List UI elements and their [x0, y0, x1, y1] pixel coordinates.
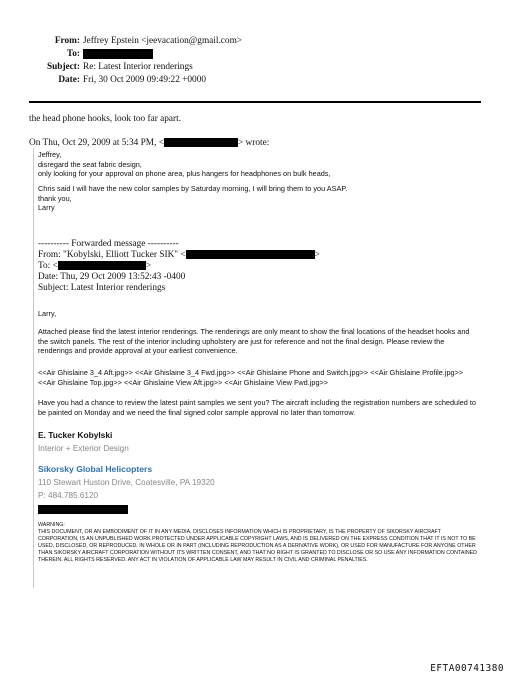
signature-company: Sikorsky Global Helicopters	[38, 464, 153, 474]
date-label: Date:	[58, 75, 80, 85]
subject-label: Subject:	[46, 62, 80, 72]
forward-from-prefix: From: "Kobylski, Elliott Tucker SIK" <	[38, 250, 186, 260]
header-to-row	[0, 48, 153, 61]
forward-to-prefix: To: <	[38, 261, 58, 271]
signature-phone: P: 484.785.6120	[38, 491, 99, 500]
redaction-to	[83, 49, 153, 59]
from-value: Jeffrey Epstein <jeevacation@gmail.com>	[83, 36, 243, 46]
redaction-sender	[164, 138, 238, 147]
bates-number: EFTA00741380	[430, 663, 504, 674]
larry-line: thank you,	[38, 193, 72, 203]
header-subject-row	[0, 61, 193, 74]
tucker-attachments: <<Air Ghislaine 3_4 Aft.jpg>> <<Air Ghislaine 3_4 Fwd.jpg>> <<Air Ghislaine Phone and Switch.jpg>> <<Air Ghislaine Profile.jpg>> <<Air Ghislaine Top.jpg>> <<Air Ghislaine View Aft.jpg>> <<Air Ghislaine View Fwd.jpg>>	[38, 368, 464, 387]
forward-date: Date: Thu, 29 Oct 2009 13:52:43 -0400	[38, 272, 186, 282]
warning-text: THIS DOCUMENT, OR AN EMBODIMENT OF IT IN ANY MEDIA, DISCLOSES INFORMATION WHICH IS PROPRIETARY, IS THE PROPERTY OF SIKORSKY AIRCRAFT CORPORATION, IS AN UNPUBLISHED WORK PROTECTED UNDER APPLICABLE COPYRIGHT LAWS, AND IS DELIVERED ON THE EXPRESS CONDITION THAT IT IS NOT TO BE USED, DISCLOSED, OR REPRODUCED, IN WHOLE OR IN PART (INCLUDING REPRODUCTION AS A DERIVATIVE WORK), OR USED FOR MANUFACTURE FOR ANYONE OTHER THAN SIKORSKY AIRCRAFT CORPORATION WITHOUT ITS WRITTEN CONSENT, AND THAT NO RIGHT IS GRANTED TO DISCLOSE OR SO USE ANY INFORMATION CONTAINED THEREIN. ALL RIGHTS RESERVED. ANY ACT IN VIOLATION OF APPLICABLE LAW MAY RESULT IN CIVIL AND CRIMINAL PENALTIES.	[38, 529, 478, 563]
header-date-row	[0, 74, 206, 87]
quoted-message	[33, 148, 482, 588]
redaction-forward-to	[58, 261, 146, 270]
from-label: From:	[54, 36, 80, 46]
forward-separator: ---------- Forwarded message ----------	[38, 239, 179, 249]
tucker-greeting: Larry,	[38, 309, 57, 318]
quote-intro-prefix: On Thu, Oct 29, 2009 at 5:34 PM, <	[29, 138, 164, 148]
tucker-para-1: Attached please find the latest interior renderings. The renderings are only meant to show the final locations of the headset hooks and the switch panels. The rest of the interior including upholstery are just for reference and not the final design. Please review the renderings and provide approval at your earliest convenience.	[38, 327, 470, 356]
subject-value: Re: Latest Interior renderings	[83, 62, 193, 72]
quote-intro	[29, 138, 269, 148]
larry-line: Jeffrey,	[38, 150, 62, 159]
larry-line: Larry	[38, 203, 55, 213]
to-label: To:	[66, 49, 80, 59]
larry-line: disregard the seat fabric design,	[38, 159, 142, 169]
larry-line: only looking for your approval on phone area, plus hangers for headphones on bulk heads,	[38, 169, 331, 179]
date-value: Fri, 30 Oct 2009 09:49:22 +0000	[83, 75, 207, 85]
reply-body: the head phone hooks, look too far apart.	[29, 114, 182, 124]
forward-from	[38, 250, 320, 261]
forward-to	[38, 261, 151, 272]
header-from-row	[0, 35, 242, 48]
quote-intro-suffix: > wrote:	[237, 138, 270, 148]
signature-address: 110 Stewart Huston Drive, Coatesville, PA 19320	[38, 478, 215, 487]
tucker-para-3: Have you had a chance to review the latest paint samples we sent you? The aircraft including the registration numbers are scheduled to be painted on Monday and we need the final signed color sample approval no later than tomorrow.	[38, 398, 476, 417]
forward-from-suffix: >	[314, 250, 320, 260]
larry-line: Chris said I will have the new color samples by Saturday morning, I will bring them to you ASAP.	[38, 184, 348, 193]
forward-subject: Subject: Latest Interior renderings	[38, 283, 166, 293]
signature-role: Interior + Exterior Design	[38, 444, 129, 453]
forward-to-suffix: >	[145, 261, 152, 271]
redaction-forward-from	[186, 250, 315, 259]
warning-title: WARNING:	[38, 522, 65, 528]
signature-name: E. Tucker Kobylski	[38, 430, 113, 440]
header-divider	[29, 101, 481, 103]
redaction-signature	[38, 505, 128, 514]
